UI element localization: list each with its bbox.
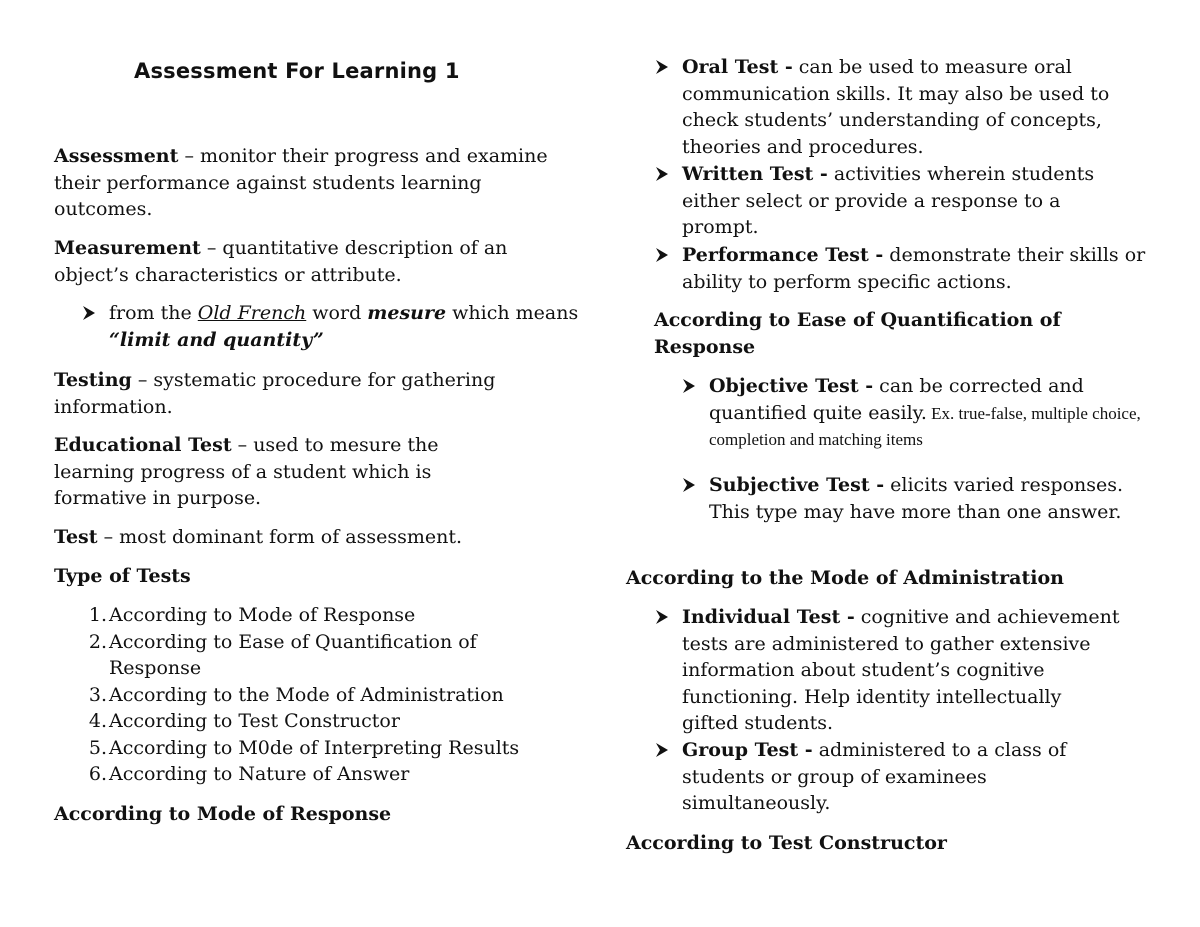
origin-word: mesure [367, 302, 447, 324]
item-number: 6. [88, 763, 107, 785]
subjective-test-term: Subjective Test - [709, 474, 885, 496]
origin-meaning: “limit and quantity” [109, 328, 324, 351]
oral-test-item [682, 54, 1152, 160]
test-definition [54, 524, 574, 551]
types-list-item [88, 735, 579, 762]
measurement-term: Measurement [54, 237, 201, 259]
item-label: According to Mode of Response [109, 604, 416, 626]
item-label: According to Test Constructor [109, 710, 400, 732]
arrow-bullet-icon [654, 604, 674, 630]
types-list-item [88, 602, 579, 629]
origin-language: Old French [197, 302, 307, 324]
subjective-test-item [709, 472, 1129, 525]
written-test-term: Written Test - [682, 163, 828, 185]
note-text-post: which means [446, 302, 579, 324]
measurement-text: – quantitative description of an object’s characteristics or attribute. [54, 237, 508, 286]
test-text: – most dominant form of assessment. [97, 526, 463, 548]
arrow-bullet-icon [654, 54, 674, 80]
item-label: According to Nature of Answer [109, 763, 410, 785]
group-test-text: administered to a class of students or group of examinees simultaneously. [682, 739, 1067, 814]
mode-of-response-heading: According to Mode of Response [54, 803, 392, 825]
arrow-bullet-icon [681, 373, 701, 399]
performance-test-term: Performance Test - [682, 244, 884, 266]
item-label: According to the Mode of Administration [109, 683, 504, 706]
types-list-item [88, 708, 579, 735]
measurement-origin-note [109, 300, 579, 353]
testing-term: Testing [54, 369, 132, 391]
types-list-item [88, 761, 579, 788]
types-list [88, 602, 579, 788]
measurement-definition [54, 235, 574, 288]
item-number: 3. [88, 683, 107, 706]
arrow-bullet-icon [81, 300, 101, 326]
educational-test-definition [54, 432, 504, 512]
written-test-text: activities wherein students either select or provide a response to a prompt. [682, 163, 1095, 238]
arrow-bullet-icon [654, 737, 674, 763]
testing-definition [54, 367, 574, 420]
test-term: Test [54, 526, 98, 548]
educational-test-text: – used to mesure the learning progress of a student which is formative in purpose. [54, 434, 439, 509]
item-number: 1. [88, 604, 107, 626]
subjective-test-text: elicits varied responses. This type may have more than one answer. [709, 474, 1124, 523]
individual-test-item [682, 604, 1122, 737]
test-constructor-heading: According to Test Constructor [626, 832, 947, 854]
arrow-bullet-icon [654, 242, 674, 268]
performance-test-item [682, 242, 1162, 295]
arrow-bullet-icon [681, 472, 701, 498]
ease-of-quantification-heading: According to Ease of Quantification of Response [654, 309, 1061, 358]
types-heading: Type of Tests [54, 565, 191, 587]
assessment-text: – monitor their progress and examine their performance against students learning outcomes. [54, 145, 548, 220]
types-list-item [88, 682, 579, 709]
assessment-definition [54, 143, 574, 223]
item-label: According to M0de of Interpreting Results [109, 736, 520, 759]
assessment-term: Assessment [54, 145, 179, 167]
individual-test-text: cognitive and achievement tests are administered to gather extensive information about student’s cognitive functioning. Help identity intellectually gifted students. [682, 606, 1120, 734]
educational-test-term: Educational Test [54, 434, 232, 456]
note-text-pre: from the [109, 302, 198, 324]
oral-test-term: Oral Test - [682, 56, 793, 78]
item-number: 5. [88, 736, 107, 759]
testing-text: – systematic procedure for gathering information. [54, 369, 496, 418]
written-test-item [682, 161, 1102, 241]
objective-test-text: can be corrected and quantified quite easily. [709, 375, 1084, 424]
performance-test-text: demonstrate their skills or ability to perform specific actions. [682, 244, 1146, 293]
objective-test-term: Objective Test - [709, 375, 874, 397]
arrow-bullet-icon [654, 161, 674, 187]
objective-test-item [709, 373, 1149, 453]
note-text-mid: word [306, 302, 368, 324]
types-list-item [88, 629, 539, 682]
mode-of-administration-heading: According to the Mode of Administration [626, 567, 1064, 589]
group-test-term: Group Test - [682, 739, 813, 761]
oral-test-text: can be used to measure oral communication skills. It may also be used to check students’ understanding of concepts, theories and procedures. [682, 56, 1110, 158]
item-number: 4. [88, 710, 107, 732]
individual-test-term: Individual Test - [682, 606, 855, 628]
objective-test-example: Ex. true-false, multiple choice, completion and matching items [709, 403, 1141, 449]
page-title: Assessment For Learning 1 [134, 59, 460, 83]
group-test-item [682, 737, 1132, 817]
item-number: 2. [88, 630, 107, 653]
item-label: According to Ease of Quantification of Response [109, 630, 477, 679]
